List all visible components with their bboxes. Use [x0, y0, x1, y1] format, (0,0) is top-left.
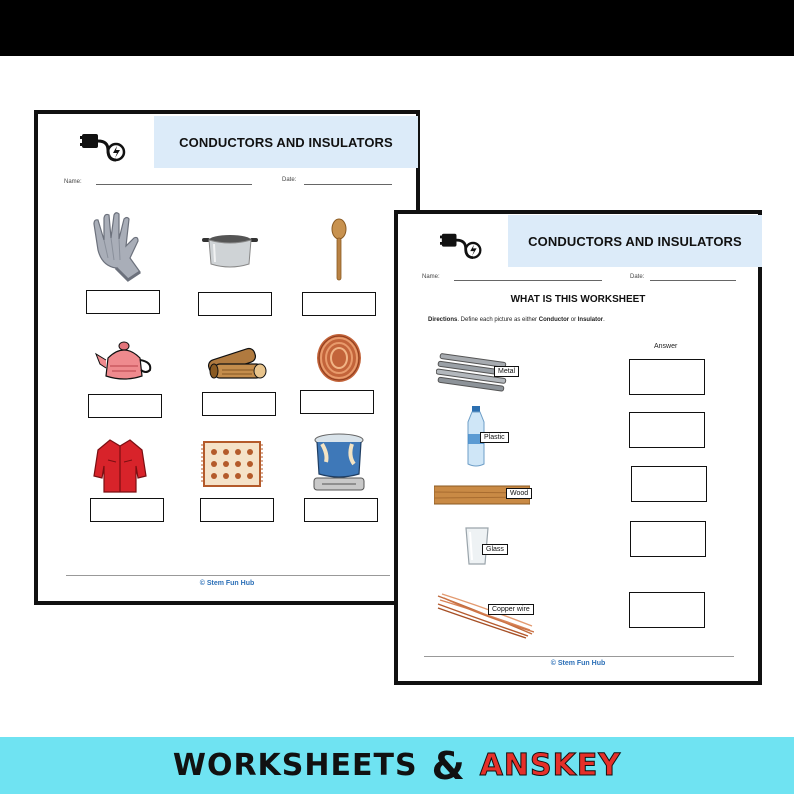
- item-label-wood: Wood: [506, 488, 532, 499]
- name-line[interactable]: [454, 280, 602, 281]
- answer-box[interactable]: [202, 392, 276, 416]
- footer-rule: [424, 656, 734, 657]
- copper-wire-picture: [436, 590, 534, 645]
- directions-body: . Define each picture as either: [457, 317, 539, 323]
- answer-box[interactable]: [198, 292, 272, 316]
- worksheet-page-1: [34, 110, 420, 605]
- answer-box[interactable]: [200, 498, 274, 522]
- answer-box[interactable]: [629, 592, 705, 628]
- directions-conductor: Conductor: [538, 317, 570, 323]
- directions-or: or: [569, 317, 578, 323]
- date-line[interactable]: [650, 280, 736, 281]
- item-label-metal: Metal: [494, 366, 519, 377]
- worksheet-title: CONDUCTORS AND INSULATORS: [154, 116, 418, 168]
- worksheet-heading: WHAT IS THIS WORKSHEET: [510, 294, 646, 305]
- item-label-copper-wire: Copper wire: [488, 604, 534, 615]
- worksheet-page-2: [394, 210, 762, 685]
- answer-box[interactable]: [629, 359, 705, 395]
- bottom-banner: [0, 737, 794, 794]
- item-label-glass: Glass: [482, 544, 508, 555]
- plug-icon: [80, 122, 128, 169]
- jacket-picture: [92, 436, 148, 501]
- plug-icon: [440, 222, 484, 267]
- name-label: Name:: [422, 274, 440, 280]
- top-black-bar: [0, 0, 794, 56]
- banner-ampersand: &: [431, 743, 466, 788]
- copper-coil-picture: [314, 330, 364, 391]
- answer-box[interactable]: [629, 412, 705, 448]
- wooden-spoon-picture: [328, 218, 350, 287]
- answer-column-header: Answer: [654, 343, 678, 350]
- answer-box[interactable]: [631, 466, 707, 502]
- teapot-picture: [94, 338, 154, 389]
- rug-picture: [200, 440, 264, 493]
- directions-text: [428, 317, 605, 323]
- date-label: Date:: [630, 274, 645, 280]
- worksheet-title: CONDUCTORS AND INSULATORS: [508, 215, 762, 267]
- name-label: Name:: [64, 179, 82, 185]
- logs-picture: [204, 336, 268, 391]
- footer-credit: © Stem Fun Hub: [550, 660, 606, 667]
- banner-anskey-text: ANSKEY: [479, 748, 622, 783]
- name-line[interactable]: [96, 184, 252, 185]
- cooking-pot-stove-picture: [308, 432, 370, 499]
- footer-rule: [66, 575, 390, 576]
- answer-box[interactable]: [86, 290, 160, 314]
- answer-box[interactable]: [302, 292, 376, 316]
- answer-box[interactable]: [630, 521, 706, 557]
- date-label: Date:: [282, 177, 297, 183]
- banner-worksheets-text: WORKSHEETS: [172, 748, 418, 783]
- footer-credit: © Stem Fun Hub: [199, 580, 255, 587]
- directions-prefix: Directions: [428, 317, 458, 323]
- answer-box[interactable]: [304, 498, 378, 522]
- pot-picture: [202, 228, 258, 277]
- answer-box[interactable]: [90, 498, 164, 522]
- answer-box[interactable]: [300, 390, 374, 414]
- date-line[interactable]: [304, 184, 392, 185]
- directions-insulator: Insulator: [577, 317, 604, 323]
- directions-end: .: [603, 317, 605, 323]
- item-label-plastic: Plastic: [480, 432, 509, 443]
- glove-picture: [88, 210, 146, 287]
- answer-box[interactable]: [88, 394, 162, 418]
